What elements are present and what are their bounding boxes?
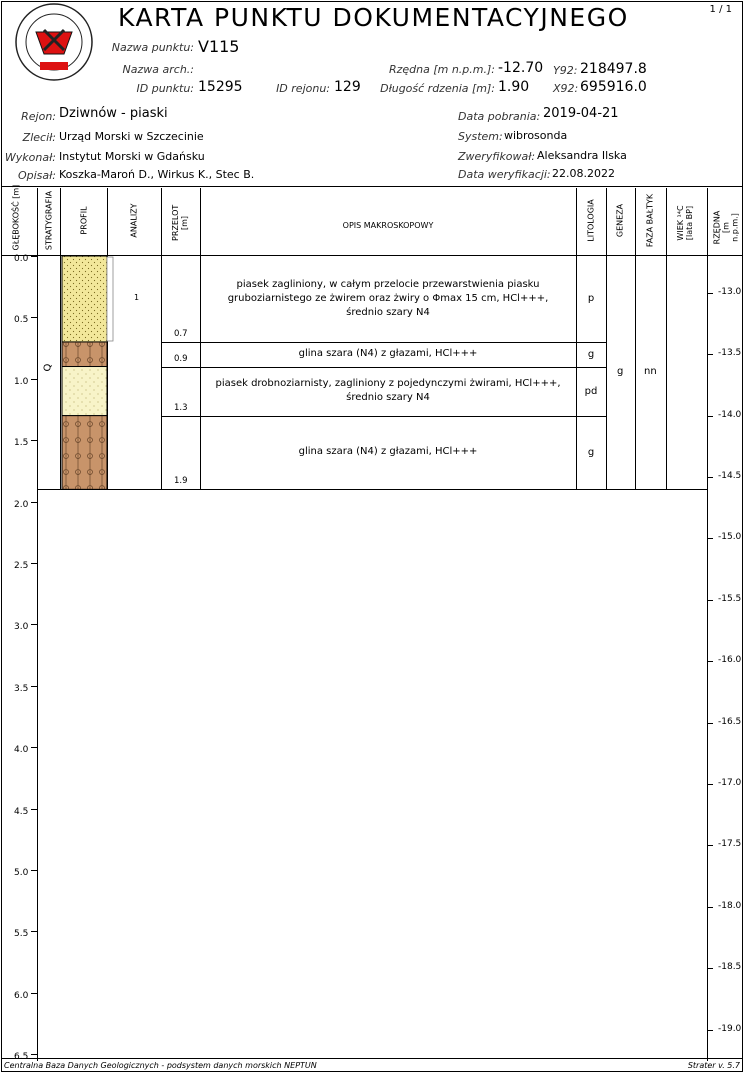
header-faza: FAZA BAŁTYK: [645, 193, 655, 248]
data-pobrania-label: Data pobrania:: [458, 110, 541, 123]
depth-tick-label: 2.5: [14, 561, 29, 571]
zlecil-label: Zlecił:: [22, 131, 56, 144]
data-weryfikacji-label: Data weryfikacji:: [458, 168, 551, 181]
y92-value: 218497.8: [580, 61, 647, 77]
layer-przelot: 0.9: [174, 353, 188, 364]
data-weryfikacji-value: 22.08.2022: [552, 167, 615, 180]
header-wiek: WIEK ¹⁴C [lata BP]: [676, 205, 694, 241]
header-glebokosc: GŁĘBOKOŚĆ [m]: [11, 184, 21, 251]
layer-lithology: g: [587, 348, 595, 360]
depth-tick-label: 3.5: [14, 683, 29, 694]
elevation-tick-label: -15.5: [718, 593, 742, 604]
y92-label: Y92:: [553, 64, 578, 77]
id-punktu-label: ID punktu:: [136, 82, 194, 95]
profile-layer: [62, 367, 107, 416]
stratygrafia-value: Q: [42, 363, 54, 372]
dlugosc-value: 1.90: [498, 79, 530, 95]
depth-tick-label: 3.0: [14, 622, 29, 633]
layer-boundary: [161, 489, 606, 490]
rejon-value: Dziwnów - piaski: [59, 106, 168, 121]
zweryfikowal-value: Aleksandra Ilska: [537, 149, 627, 162]
footer-version: Strater v. 5.7: [687, 1061, 740, 1070]
depth-tick-label: 6.0: [14, 990, 29, 1001]
depth-tick-label: 6.5: [14, 1052, 29, 1063]
dlugosc-label: Długość rdzenia [m]:: [380, 82, 495, 95]
elevation-tick-label: -15.0: [718, 532, 742, 543]
header-analizy: ANALIZY: [129, 203, 139, 238]
id-rejonu-label: ID rejonu:: [276, 82, 330, 95]
nazwa-arch-label: Nazwa arch.:: [122, 63, 194, 76]
data-pobrania-value: 2019-04-21: [543, 106, 619, 121]
depth-tick-label: 0.0: [14, 254, 29, 264]
layer-description: piasek zagliniony, w całym przelocie przewarstwienia piasku gruboziarnistego ze żwirem oraz żwiry o Φmax 15 cm, HCl+++, średnio szary N4: [227, 278, 549, 318]
rejon-label: Rejon:: [21, 110, 56, 123]
wykonal-label: Wykonał:: [4, 151, 56, 164]
id-rejonu-value: 129: [334, 79, 361, 95]
footer-line: [1, 1058, 743, 1059]
depth-tick-label: 1.0: [14, 376, 29, 387]
layer-lithology: p: [587, 293, 595, 305]
nazwa-punktu-label: Nazwa punktu:: [111, 41, 194, 54]
geneza-value: g: [617, 366, 624, 377]
layer-lithology: g: [587, 446, 595, 458]
depth-tick-label: 5.5: [14, 929, 29, 940]
header-stratygrafia: STRATYGRAFIA: [44, 190, 54, 251]
footer-source: Centralna Baza Danych Geologicznych - podsystem danych morskich NEPTUN: [4, 1061, 317, 1070]
opisal-label: Opisał:: [17, 169, 56, 182]
system-label: System:: [458, 130, 503, 143]
elevation-tick-label: -13.0: [718, 286, 742, 297]
rzedna-label: Rzędna [m n.p.m.]:: [388, 63, 495, 76]
analiza-marker: 1: [134, 293, 140, 302]
layer-przelot: 0.7: [174, 328, 188, 339]
header-geneza: GENEZA: [615, 203, 625, 238]
elevation-tick-label: -19.0: [718, 1023, 742, 1034]
rzedna-value: -12.70: [498, 60, 544, 76]
depth-tick-label: 2.0: [14, 499, 29, 510]
opisal-value: Koszka-Maroń D., Wirkus K., Stec B.: [59, 168, 255, 181]
id-punktu-value: 15295: [198, 79, 243, 95]
layer-lithology: pd: [584, 385, 598, 397]
system-value: wibrosonda: [504, 129, 568, 142]
depth-tick-label: 0.5: [14, 315, 29, 326]
x92-label: X92:: [553, 82, 579, 95]
elevation-tick-label: -13.5: [718, 348, 742, 359]
elevation-tick-label: -16.5: [718, 716, 742, 727]
elevation-tick-label: -14.5: [718, 471, 742, 482]
depth-tick-label: 1.5: [14, 438, 29, 449]
elevation-tick-label: -14.0: [718, 409, 742, 420]
layer-description: glina szara (N4) z głazami, HCl+++: [298, 446, 478, 458]
page-title: KARTA PUNKTU DOKUMENTACYJNEGO: [118, 3, 629, 32]
zlecil-value: Urząd Morski w Szczecinie: [59, 130, 204, 143]
nazwa-punktu-value: V115: [198, 37, 240, 56]
wykonal-value: Instytut Morski w Gdańsku: [59, 150, 205, 163]
depth-tick-label: 4.0: [14, 745, 29, 756]
header-litologia: LITOLOGIA: [586, 199, 596, 242]
elevation-tick-label: -17.0: [718, 778, 742, 789]
elevation-tick-label: -18.0: [718, 900, 742, 911]
elevation-tick-label: -18.5: [718, 962, 742, 973]
depth-tick-label: 5.0: [14, 868, 29, 878]
layer-przelot: 1.9: [174, 476, 188, 487]
header-rzedna: RZĘDNA [m n.p.m.]: [712, 210, 740, 245]
header-profil: PROFIL: [79, 206, 89, 235]
faza-value: nn: [644, 366, 657, 377]
depth-tick-label: 4.5: [14, 806, 29, 817]
elevation-tick-label: -17.5: [718, 839, 742, 850]
profile-layer: [62, 416, 107, 490]
zweryfikowal-label: Zweryfikował:: [458, 150, 536, 163]
profile-layer: [62, 342, 107, 367]
layer-description: piasek drobnoziarnisty, zagliniony z pojedynczymi żwirami, HCl+++, średnio szary N4: [215, 378, 561, 404]
header-opis: OPIS MAKROSKOPOWY: [342, 221, 434, 230]
x92-value: 695916.0: [580, 79, 647, 95]
elevation-tick-label: -16.0: [718, 655, 742, 666]
header-przelot: PRZELOT [m]: [171, 204, 189, 241]
profile-layer: [62, 256, 107, 342]
page-counter: 1 / 1: [709, 4, 732, 15]
layer-description: glina szara (N4) z głazami, HCl+++: [298, 348, 478, 360]
layer-przelot: 1.3: [174, 402, 188, 413]
